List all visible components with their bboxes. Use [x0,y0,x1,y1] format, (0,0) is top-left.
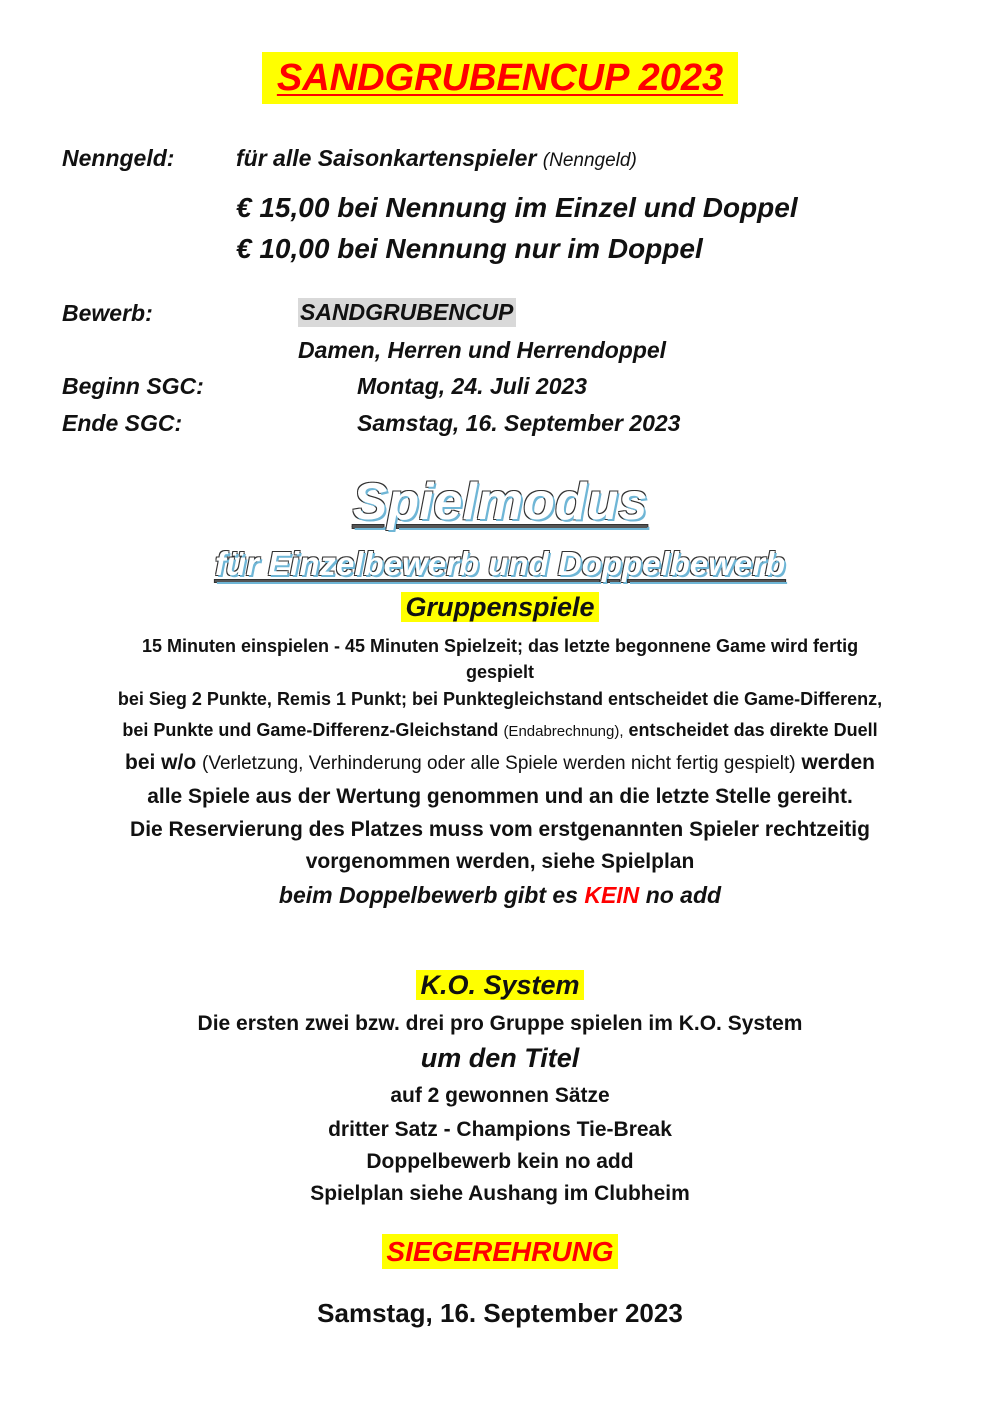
siegerehrung-wrap [0,1236,1000,1268]
gruppen-line-2: gespielt [465,662,535,682]
ko-line-4: dritter Satz - Champions Tie-Break [328,1118,672,1141]
spielmodus-subtitle: für Einzelbewerb und Doppelbewerb [214,545,786,582]
beginn-label: Beginn SGC: [62,373,204,399]
gruppen-line-1: 15 Minuten einspielen - 45 Minuten Spielzeit; das letzte begonnene Game wird fertig [141,636,859,656]
spielmodus-title: Spielmodus [352,473,648,531]
nenngeld-label: Nenngeld: [62,145,175,171]
gruppen-line-3: bei Sieg 2 Punkte, Remis 1 Punkt; bei Punktegleichstand entscheidet die Game-Differenz, [117,689,883,709]
beginn-date: Montag, 24. Juli 2023 [357,373,588,399]
gruppen-line-5b: (Verletzung, Verhinderung oder alle Spiele werden nicht fertig gespielt) [202,753,796,774]
nenngeld-text [236,145,637,172]
gruppen-line-8: vorgenommen werden, siehe Spielplan [305,850,695,873]
gruppen-line-5a: bei w/o [125,751,197,774]
gruppen-line-4 [0,720,1000,741]
fee-doppel: € 10,00 bei Nennung nur im Doppel [236,233,703,264]
gruppen-line-5c: werden [801,751,875,774]
gruppenspiele-heading: Gruppenspiele [401,592,598,622]
ko-heading-wrap [0,970,1000,1001]
gruppen-line-4c: entscheidet das direkte Duell [628,720,878,740]
fee-einzel-doppel: € 15,00 bei Nennung im Einzel und Doppel [236,192,798,223]
ko-heading: K.O. System [416,970,583,1000]
gruppen-line-9a: beim Doppelbewerb gibt es [278,882,578,908]
bewerb-categories: Damen, Herren und Herrendoppel [298,337,667,363]
gruppen-line-5 [0,751,1000,775]
ko-line-2: um den Titel [420,1043,580,1073]
ko-line-1: Die ersten zwei bzw. drei pro Gruppe spielen im K.O. System [197,1012,803,1035]
gruppen-line-9c: no add [645,882,722,908]
gruppen-line-4b: (Endabrechnung), [503,723,624,740]
kein-highlight: KEIN [584,882,640,908]
bewerb-name: SANDGRUBENCUP [298,298,516,327]
gruppenspiele-heading-wrap [0,592,1000,623]
gruppen-line-7: Die Reservierung des Platzes muss vom erstgenannten Spieler rechtzeitig [130,818,870,841]
ko-line-3: auf 2 gewonnen Sätze [390,1084,610,1107]
nenngeld-paren: (Nenngeld) [542,150,637,171]
gruppen-line-9 [0,882,1000,909]
ende-label: Ende SGC: [62,410,183,436]
page-title: SANDGRUBENCUP 2023 [262,52,738,104]
gruppen-line-4a: bei Punkte und Game-Differenz-Gleichstand [122,720,499,740]
gruppen-line-6: alle Spiele aus der Wertung genommen und an die letzte Stelle gereiht. [147,785,853,808]
ko-line-5: Doppelbewerb kein no add [366,1150,634,1173]
ende-date: Samstag, 16. September 2023 [357,410,681,436]
nenngeld-main: für alle Saisonkartenspieler [236,145,537,171]
siegerehrung-heading: SIEGEREHRUNG [382,1234,617,1269]
bewerb-label: Bewerb: [62,300,153,326]
siegerehrung-date: Samstag, 16. September 2023 [317,1298,683,1328]
ko-line-6: Spielplan siehe Aushang im Clubheim [310,1182,690,1205]
